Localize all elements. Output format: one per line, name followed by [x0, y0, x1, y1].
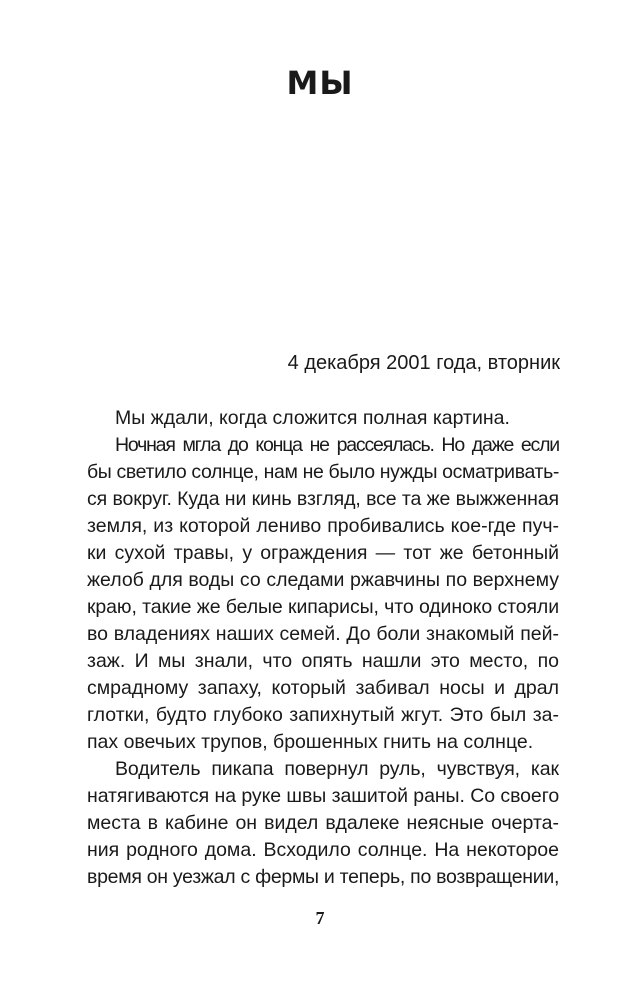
text-line: Водитель пикапа повернул руль, чувствуя, как — [115, 758, 559, 780]
text-line: ся вокруг. Куда ни кинь взгляд, все та же выжженная — [87, 488, 559, 510]
text-line: земля, из которой лениво пробивались кое-где пуч- — [87, 515, 559, 537]
text-line: смрадному запаху, который забивал носы и драл — [87, 677, 559, 699]
text-line: Ночная мгла до конца не рассеялась. Но даже если — [115, 434, 559, 456]
paragraph-3 — [87, 756, 559, 891]
text-line: бы светило солнце, нам не было нужды осматривать- — [87, 461, 559, 483]
text-line: Мы ждали, когда сложится полная картина. — [115, 407, 510, 429]
text-line: во владениях наших семей. До боли знакомый пей- — [87, 623, 559, 645]
text-line: заж. И мы знали, что опять нашли это место, по — [87, 650, 559, 672]
text-line: желоб для воды со следами ржавчины по верхнему — [87, 569, 559, 591]
text-line: ния родного дома. Всходило солнце. На некоторое — [87, 839, 559, 861]
text-line: натягиваются на руке швы зашитой раны. Со своего — [87, 785, 560, 807]
paragraph-1 — [87, 405, 559, 432]
page-number: 7 — [315, 908, 325, 928]
chapter-title: МЫ — [286, 64, 354, 102]
dateline: 4 декабря 2001 года, вторник — [287, 352, 560, 374]
text-line: время он уезжал с фермы и теперь, по возвращении, — [87, 866, 560, 888]
text-line: пах овечьих трупов, брошенных гнить на солнце. — [87, 731, 534, 753]
text-line: места в кабине он видел вдалеке неясные очерта- — [87, 812, 559, 834]
text-line: глотки, будто глубоко запихнутый жгут. Это был за- — [87, 704, 559, 726]
text-line: ки сухой травы, у ограждения — тот же бетонный — [87, 542, 559, 564]
body-text — [87, 405, 559, 891]
text-line: краю, такие же белые кипарисы, что одиноко стояли — [87, 596, 559, 618]
paragraph-2 — [87, 432, 559, 756]
